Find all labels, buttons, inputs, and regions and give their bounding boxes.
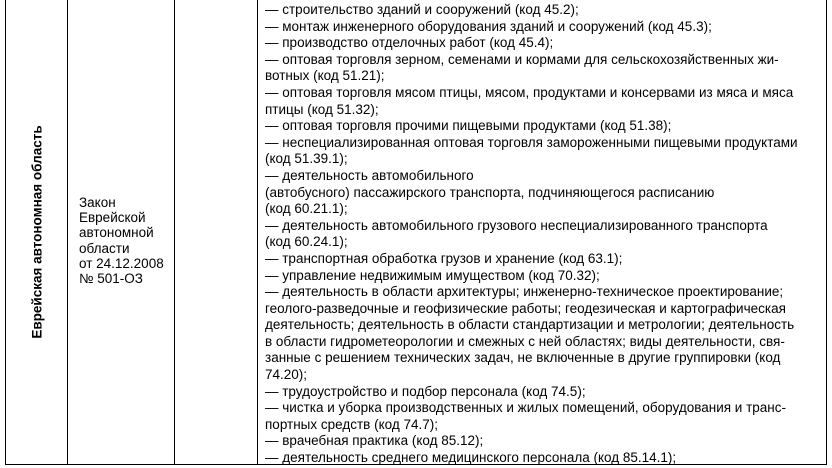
activity-line: 74.20);: [265, 367, 308, 383]
activities-cell: [265, 2, 829, 467]
activity-line: — оптовая торговля прочими пищевыми продуктами (код 51.38);: [265, 118, 672, 134]
activity-line: — управление недвижимым имуществом (код 70.32);: [265, 267, 600, 283]
activity-line: — чистка и уборка производственных и жилых помещений, оборудования и транс-: [265, 400, 786, 416]
law-line: Еврейской: [79, 210, 146, 226]
activity-line: — производство отделочных работ (код 45.4);: [265, 35, 554, 51]
activity-line: геолого-разведочные и геофизические работы; геодезическая и картографическая: [265, 300, 786, 316]
activity-line: — трудоустройство и подбор персонала (код 74.5);: [265, 383, 586, 399]
empty-column: [175, 0, 258, 464]
activity-line: в области гидрометеорологии и смежных с ней областях; виды деятельности, свя-: [265, 333, 785, 349]
activity-line: — деятельность в области архитектуры; инженерно-техническое проектирование;: [265, 284, 784, 300]
activity-line: — неспециализированная оптовая торговля замороженными пищевыми продуктами: [265, 134, 798, 150]
activity-line: (автобусного) пассажирского транспорта, подчиняющегося расписанию: [265, 184, 715, 200]
law-line: № 501-ОЗ: [79, 271, 143, 287]
activity-line: портных средств (код 74.7);: [265, 416, 438, 432]
activity-line: (код 51.39.1);: [265, 151, 348, 167]
activity-line: занные с решением технических задач, не включенные в другие группировки (код: [265, 350, 781, 366]
table: [5, 0, 827, 465]
activity-line: — деятельность автомобильного грузового неспециализированного транспорта: [265, 217, 768, 233]
region-name: Еврейская автономная область: [29, 125, 45, 339]
law-line: области: [79, 240, 130, 256]
law-cell: [79, 195, 173, 286]
activity-line: (код 60.21.1);: [265, 201, 348, 217]
activity-line: — деятельность автомобильного: [265, 167, 474, 183]
activity-line: — врачебная практика (код 85.12);: [265, 433, 484, 449]
activity-line: деятельность; деятельность в области стандартизации и метрологии; деятельность: [265, 317, 795, 333]
activity-line: — деятельность среднего медицинского персонала (код 85.14.1);: [265, 450, 677, 466]
region-cell: [6, 0, 68, 465]
activity-line: — оптовая торговля мясом птицы, мясом, продуктами и консервами из мяса и мяса: [265, 84, 794, 100]
activity-line: птицы (код 51.32);: [265, 101, 379, 117]
activity-line: вотных (код 51.21);: [265, 68, 385, 84]
law-line: Закон: [79, 195, 116, 210]
activity-line: — монтаж инженерного оборудования зданий и сооружений (код 45.3);: [265, 18, 712, 34]
law-line: от 24.12.2008: [79, 255, 164, 271]
activity-line: — транспортная обработка грузов и хранение (код 63.1);: [265, 250, 623, 266]
activity-line: — оптовая торговля зерном, семенами и кормами для сельскохозяйственных жи-: [265, 51, 779, 67]
activity-line: (код 60.24.1);: [265, 234, 348, 250]
activity-line: — строительство зданий и сооружений (код 45.2);: [265, 2, 579, 17]
law-line: автономной: [79, 225, 154, 241]
